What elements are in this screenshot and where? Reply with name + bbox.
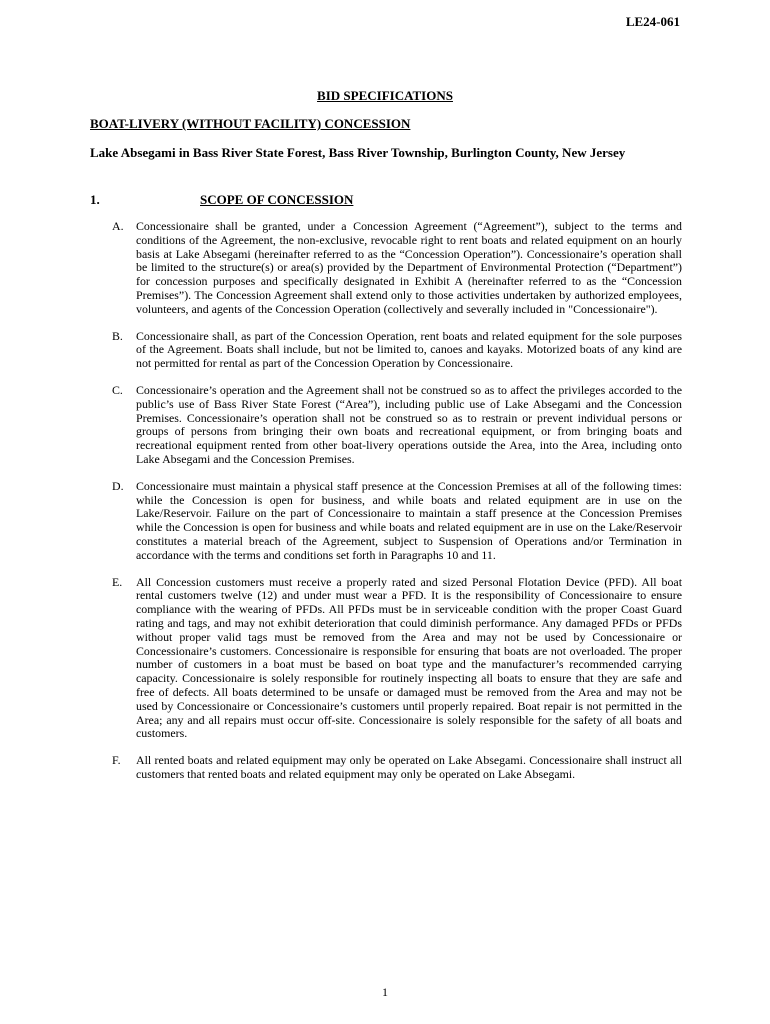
paragraph-text: All rented boats and related equipment may only be operated on Lake Absegami. Concessionaire shall instruct all customers that rented boats and related equipment may only be operated on Lake Absegami. [136,753,682,781]
paragraph-letter: D. [112,478,124,493]
paragraph-text: All Concession customers must receive a properly rated and sized Personal Flotation Device (PFD). All boat rental customers twelve (12) and under must wear a PFD. It is the responsibility of Concessionaire to ensure compliance with the wearing of PFDs. All PFDs must be in serviceable condition with the proper Coast Guard rating and tags, and may not exhibit deterioration that could diminish performance. Any damaged PFDs or PFDs without proper valid tags must be removed from the Area and may not be used by Concessionaire or Concessionaire’s customers. Concessionaire is responsible for ensuring that boats are not overloaded. The proper number of customers in a boat must be based on boat type and the manufacturer’s recommended carrying capacity. Concessionaire is solely responsible for routinely inspecting all boats to ensure that they are safe and free of defects. All boats determined to be unsafe or damaged must be removed from the Area and may not be used by Concessionaire or Concessionaire’s customers until properly repaired. Boat repair is not permitted in the Area; any and all repairs must occur off-site. Concessionaire is solely responsible for the safety of all boats and customers. [136,574,682,741]
paragraph-a [112,220,682,317]
paragraph-letter: E. [112,574,123,589]
document-id: LE24-061 [625,14,680,29]
paragraph-f [112,754,682,782]
paragraph-text: Concessionaire shall be granted, under a Concession Agreement (“Agreement”), subject to the terms and conditions of the Agreement, the non-exclusive, revocable right to rent boats and related equipment on an hourly basis at Lake Absegami (hereinafter referred to as the “Concession Operation”). Concessionaire’s operation shall be limited to the structure(s) or area(s) provided by the Department of Environmental Protection (“Department”) for concession purposes and specifically designated in Exhibit A (hereinafter referred to as the “Concession Premises”). The Concession Agreement shall extend only to those activities undertaken by authorized employees, volunteers, and agents of the Concession Operation (collectively and severally included in "Concessionaire"). [136,219,682,316]
section-number: 1. [90,192,100,207]
paragraph-letter: C. [112,382,123,397]
page-number: 1 [382,985,388,999]
section-title: SCOPE OF CONCESSION [200,192,354,207]
paragraph-e [112,576,682,742]
page-title: BID SPECIFICATIONS [317,88,453,103]
paragraph-b [112,330,682,371]
section-heading [90,192,680,208]
document-subtitle: BOAT-LIVERY (WITHOUT FACILITY) CONCESSION [90,116,411,131]
paragraph-text: Concessionaire shall, as part of the Concession Operation, rent boats and related equipment for the sole purposes of the Agreement. Boats shall include, but not be limited to, canoes and kayaks. Motorized boats of any kind are not permitted for rental as part of the Concession Operation by Concessionaire. [136,328,682,371]
location-line: Lake Absegami in Bass River State Forest, Bass River Township, Burlington County, New Jersey [90,145,626,160]
paragraph-letter: F. [112,753,121,768]
paragraph-text: Concessionaire must maintain a physical staff presence at the Concession Premises at all of the following times: while the Concession is open for business, and while boats and related equipment are in use on the Lake/Reservoir. Failure on the part of Concessionaire to maintain a staff presence at the Concession Premises while the Concession is open for business and while boats and related equipment are in use on the Lake/Reservoir constitutes a material breach of the Agreement, subject to Suspension of Operations and/or Termination in accordance with the terms and conditions set forth in Paragraphs 10 and 11. [136,478,682,562]
paragraph-letter: B. [112,328,123,343]
paragraph-text: Concessionaire’s operation and the Agreement shall not be construed so as to affect the privileges accorded to the public’s use of Bass River State Forest (“Area”), including public use of Lake Absegami and the Concession Premises. Concessionaire’s operation shall not be construed so as to restrain or prevent individual persons or groups of persons from bringing their own boats and recreational equipment, or from bringing boats and recreational equipment rented from other boat-livery operations outside the Area, into the Area, including onto Lake Absegami and the Concession Premises. [136,382,682,466]
paragraph-c [112,384,682,467]
paragraph-d [112,480,682,563]
paragraph-letter: A. [112,219,124,233]
paragraph-list [112,220,682,795]
